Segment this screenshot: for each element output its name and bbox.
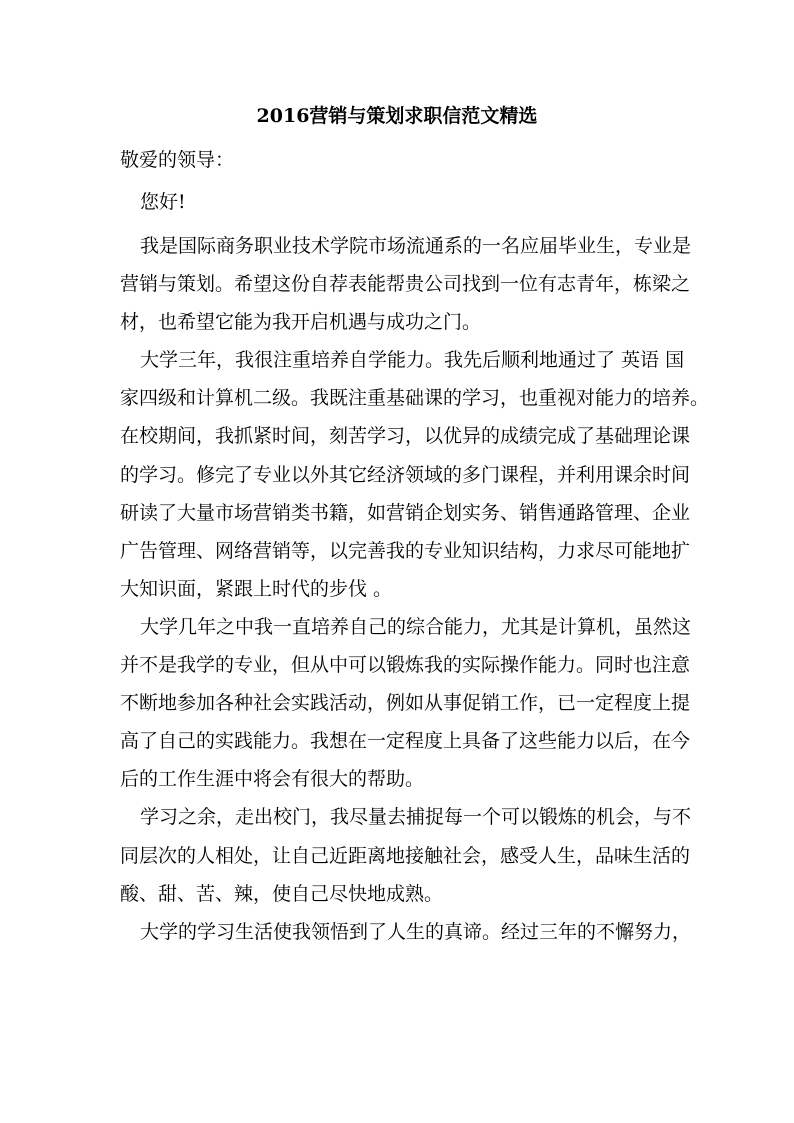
paragraph-line: 同层次的人相处，让自己近距离地接触社会，感受人生，品味生活的 (120, 844, 691, 867)
paragraph-line: 材，也希望它能为我开启机遇与成功之门。 (120, 311, 482, 334)
paragraph-line: 广告管理、网络营销等，以完善我的专业知识结构，力求尽可能地扩 (120, 539, 691, 562)
paragraph-line: 大知识面，紧跟上时代的步伐 。 (120, 577, 393, 600)
paragraph-2 (120, 341, 710, 608)
paragraph-line: 家四级和计算机二级。我既注重基础课的学习，也重视对能力的培养。 (120, 387, 710, 410)
paragraph-4 (120, 798, 692, 912)
paragraph-line: 高了自己的实践能力。我想在一定程度上具备了这些能力以后，在今 (120, 730, 691, 753)
paragraph-line: 并不是我学的专业，但从中可以锻炼我的实际操作能力。同时也注意 (120, 654, 691, 677)
paragraph-1 (120, 227, 692, 341)
letter-body (120, 227, 710, 951)
paragraph-line: 我是国际商务职业技术学院市场流通系的一名应届毕业生，专业是 (140, 235, 692, 257)
paragraph-5 (120, 913, 692, 951)
paragraph-line: 的学习。修完了专业以外其它经济领域的多门课程，并利用课余时间 (120, 463, 691, 486)
paragraph-line: 不断地参加各种社会实践活动，例如从事促销工作，已一定程度上提 (120, 692, 691, 715)
paragraph-line: 学习之余，走出校门，我尽量去捕捉每一个可以锻炼的机会，与不 (140, 806, 692, 829)
salutation: 敬爱的领导： (120, 149, 235, 171)
paragraph-line: 在校期间，我抓紧时间，刻苦学习，以优异的成绩完成了基础理论课 (120, 425, 691, 448)
paragraph-line: 大学的学习生活使我领悟到了人生的真谛。经过三年的不懈努力， (140, 920, 692, 943)
paragraph-line: 酸、甜、苦、辣，使自己尽快地成熟。 (120, 882, 444, 905)
paragraph-line: 营销与策划。希望这份自荐表能帮贵公司找到一位有志青年，栋梁之 (120, 273, 691, 296)
paragraph-line: 大学三年，我很注重培养自学能力。我先后顺利地通过了 英语 国 (140, 349, 685, 372)
paragraph-line: 后的工作生涯中将会有很大的帮助。 (120, 768, 425, 791)
paragraph-line: 研读了大量市场营销类书籍，如营销企划实务、销售通路管理、企业 (120, 501, 691, 524)
document-title: 2016营销与策划求职信范文精选 (256, 105, 538, 127)
paragraph-3 (120, 608, 692, 798)
paragraph-line: 大学几年之中我一直培养自己的综合能力，尤其是计算机，虽然这 (140, 615, 692, 638)
greeting: 您好! (140, 191, 186, 213)
